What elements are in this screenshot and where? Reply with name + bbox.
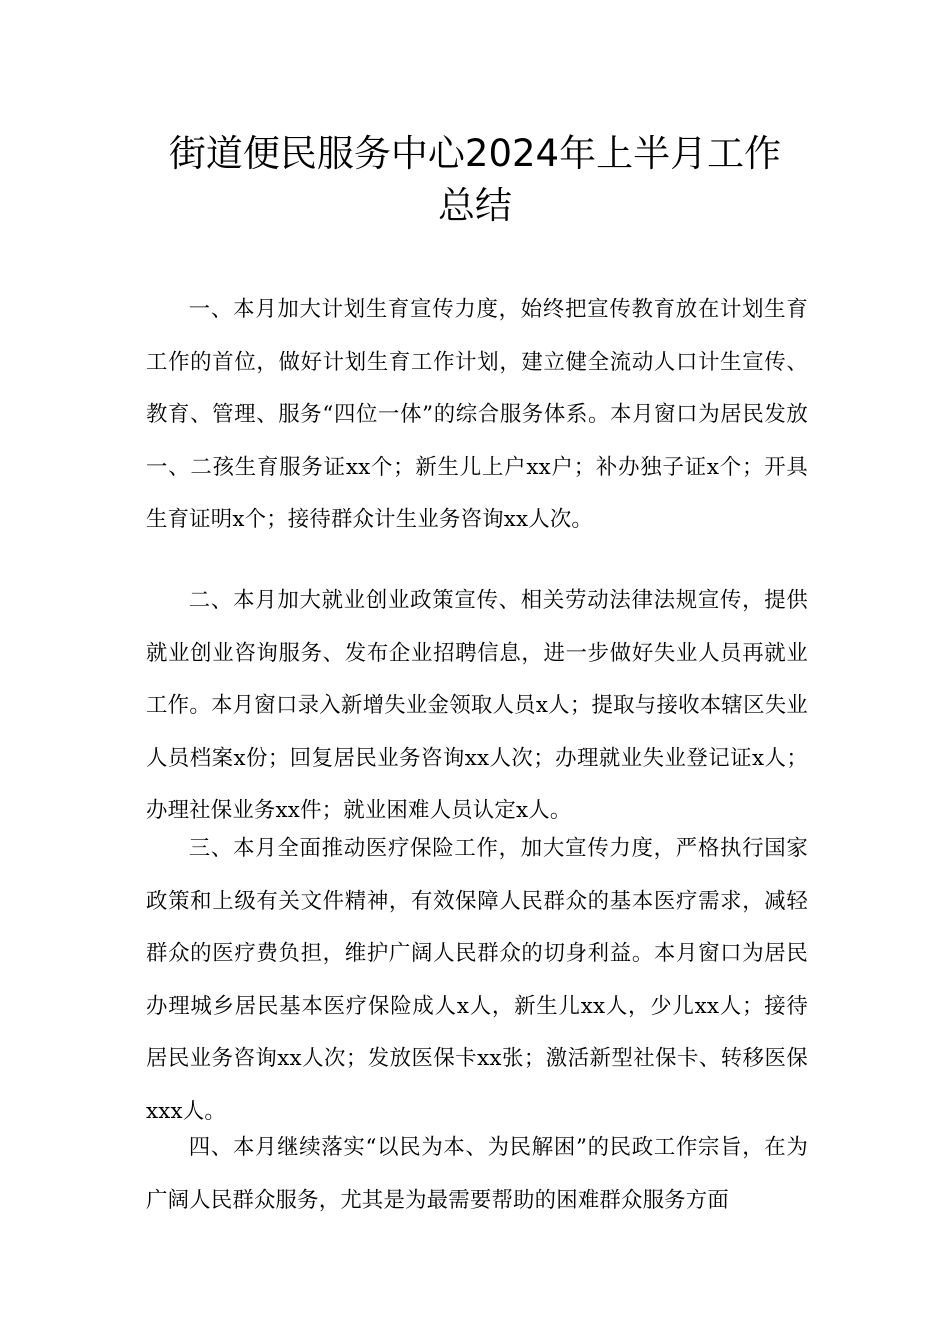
paragraph-family-planning: 一、本月加大计划生育宣传力度，始终把宣传教育放在计划生育工作的首位，做好计划生育工作计划，建立健全流动人口计生宣传、教育、管理、服务“四位一体”的综合服务体系。本月窗口为居民发放一、二孩生育服务证xx个；新生儿上户xx户；补办独子证x个；开具生育证明x个；接待群众计生业务咨询xx人次。 bbox=[146, 297, 808, 532]
title-line-2: 总结 bbox=[438, 184, 512, 227]
document-title bbox=[120, 128, 830, 232]
paragraph-medical-insurance: 三、本月全面推动医疗保险工作，加大宣传力度，严格执行国家政策和上级有关文件精神，有效保障人民群众的基本医疗需求，减轻群众的医疗费负担，维护广阔人民群众的切身利益。本月窗口为居民办理城乡居民基本医疗保险成人x人，新生儿xx人，少儿xx人；接待居民业务咨询xx人次；发放医保卡xx张；激活新型社保卡、转移医保xxx人。 bbox=[146, 836, 808, 1124]
paragraph-employment: 二、本月加大就业创业政策宣传、相关劳动法律法规宣传，提供就业创业咨询服务、发布企业招聘信息，进一步做好失业人员再就业工作。本月窗口录入新增失业金领取人员x人；提取与接收本辖区失业人员档案x份；回复居民业务咨询xx人次；办理就业失业登记证x人；办理社保业务xx件；就业困难人员认定x人。 bbox=[146, 588, 808, 823]
paragraph-civil-affairs: 四、本月继续落实“以民为本、为民解困”的民政工作宗旨，在为广阔人民群众服务，尤其是为最需要帮助的困难群众服务方面 bbox=[146, 1135, 808, 1213]
title-line-1: 街道便民服务中心2024年上半月工作 bbox=[168, 132, 782, 175]
